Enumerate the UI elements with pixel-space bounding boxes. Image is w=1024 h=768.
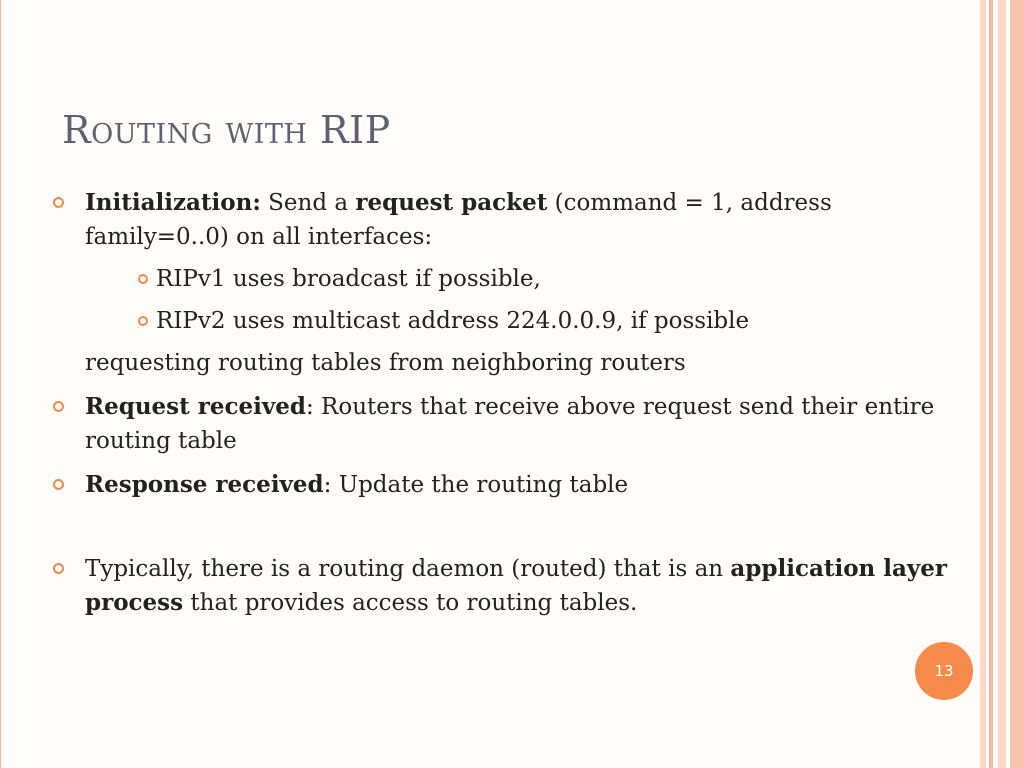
daemon-text-2: that provides access to routing tables. xyxy=(183,590,638,616)
bullet-icon xyxy=(138,274,148,284)
request-received-text: : Routers that receive above request send their entire routing table xyxy=(85,394,935,454)
bullet-icon xyxy=(53,197,64,208)
bullet-initialization xyxy=(52,186,962,254)
initialization-text-1: Send a xyxy=(260,190,356,216)
sub-bullet-ripv1 xyxy=(52,262,962,296)
slide-title: Routing with RIP xyxy=(62,108,391,152)
daemon-text-1: Typically, there is a routing daemon (routed) that is an xyxy=(85,556,731,582)
bullet-request-received xyxy=(52,390,962,458)
initialization-text-2: (command = 1, address family=0..0) on all interfaces: xyxy=(85,190,832,250)
bullet-icon xyxy=(53,479,64,490)
initialization-label: Initialization: xyxy=(85,189,261,216)
page-number-badge: 13 xyxy=(915,642,973,700)
bullet-response-received xyxy=(52,468,962,502)
response-received-label: Response received xyxy=(85,471,324,498)
decorative-stripes xyxy=(980,0,1024,768)
response-received-text: : Update the routing table xyxy=(323,472,629,498)
continuation-line: requesting routing tables from neighboring routers xyxy=(85,350,686,376)
request-packet-term: request packet xyxy=(355,189,548,216)
application-layer-term: application layer process xyxy=(85,555,948,616)
request-received-label: Request received xyxy=(85,393,306,420)
bullet-icon xyxy=(138,316,148,326)
sub-bullet-text: RIPv2 uses multicast address 224.0.0.9, if possible xyxy=(156,308,750,334)
sub-bullet-ripv2 xyxy=(52,304,962,338)
sub-bullet-text: RIPv1 uses broadcast if possible, xyxy=(156,266,541,292)
bullet-icon xyxy=(53,563,64,574)
slide-content xyxy=(52,186,962,620)
bullet-routing-daemon xyxy=(52,552,962,620)
bullet-icon xyxy=(53,401,64,412)
